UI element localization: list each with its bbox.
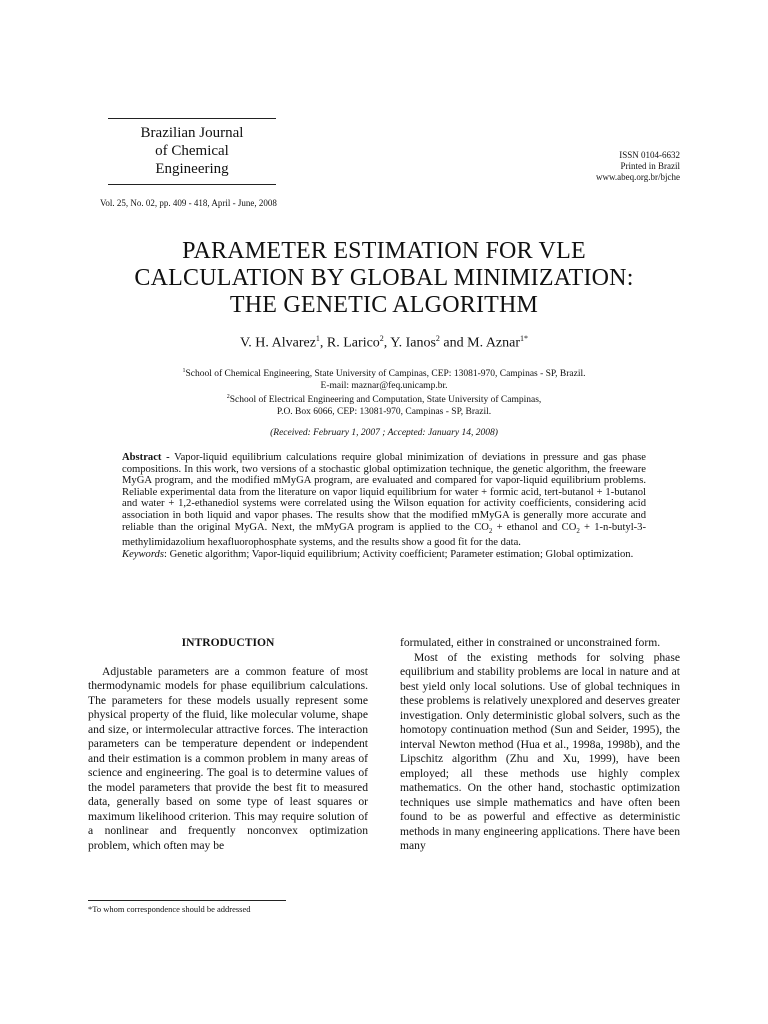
title-line-3: THE GENETIC ALGORITHM xyxy=(229,292,539,318)
issn: ISSN 0104-6632 xyxy=(619,150,680,160)
affiliation-2-line-2: P.O. Box 6066, CEP: 13081-970, Campinas - SP, Brazil. xyxy=(276,406,492,417)
journal-bottom-rule xyxy=(108,184,276,185)
left-column xyxy=(88,636,368,853)
keywords-label: Keywords xyxy=(122,548,164,560)
affiliation-1-text: School of Chemical Engineering, State University of Campinas, CEP: 13081-970, Campinas - SP, Brazil. xyxy=(185,369,586,380)
journal-header xyxy=(108,118,276,185)
printed-in: Printed in Brazil xyxy=(620,161,680,171)
right-column xyxy=(400,636,680,854)
author-sep: , xyxy=(319,335,327,351)
affiliations xyxy=(0,366,768,418)
author-sup: 2 xyxy=(435,334,440,343)
author-list xyxy=(0,334,768,352)
affiliation-2-sup: 2 xyxy=(226,394,230,401)
volume-line: Vol. 25, No. 02, pp. 409 - 418, April - June, 2008 xyxy=(100,198,277,208)
journal-name-line-3: Engineering xyxy=(155,161,229,177)
affiliation-email: E-mail: maznar@feq.unicamp.br. xyxy=(320,380,448,391)
author-sep: , xyxy=(383,335,391,351)
author-sup: 1 xyxy=(315,334,320,343)
keywords-text: : Genetic algorithm; Vapor-liquid equilibrium; Activity coefficient; Parameter estimation; Global optimization. xyxy=(163,548,634,560)
author-sup: 2 xyxy=(379,334,384,343)
section-heading-introduction: INTRODUCTION xyxy=(181,636,275,649)
paper-title xyxy=(80,238,688,319)
affiliation-2-text: School of Electrical Engineering and Computation, State University of Campinas, xyxy=(229,395,542,406)
title-line-1: PARAMETER ESTIMATION FOR VLE xyxy=(182,238,586,264)
abstract-label: Abstract - xyxy=(122,452,170,463)
publisher-info xyxy=(596,150,680,183)
abstract-sub-1: 2 xyxy=(488,526,493,535)
author-name: V. H. Alvarez xyxy=(239,335,316,351)
intro-paragraph-continued: formulated, either in constrained or unconstrained form. xyxy=(400,636,661,649)
footnote: *To whom correspondence should be addressed xyxy=(88,904,251,914)
abstract-text-1: Vapor-liquid equilibrium calculations require global minimization of deviations in pressure and gas phase compositions. In this work, two versions of a stochastic global optimization technique, the genetic algorithm, the freeware MyGA program, and the modified mMyGA program, are evaluated and compared for vapor-liquid equilibrium problems. Reliable experimental data from the literature on vapor liquid equilibrium for water + formic acid, tert-butanol + 1-butanol and water + 1,2-ethanediol systems were correlated using the Wilson equation for activity coefficients, considering acid association in both liquid and vapor phases. The results show that the modified mMyGA is generally more accurate and reliable than the original MyGA. Next, the mMyGA program is applied to the CO xyxy=(122,452,646,533)
abstract xyxy=(122,452,646,560)
affiliation-1-line-1 xyxy=(0,366,768,381)
author-name: M. Aznar xyxy=(467,335,521,351)
affiliation-1-sup: 1 xyxy=(182,368,186,374)
intro-paragraph-1: Adjustable parameters are a common feature of most thermodynamic models for phase equilibrium calculations. The parameters for these models usually represent some physical property of the fluid, like molecular volume, shape and size, or intermolecular attractive forces. The interaction parameters can be temperature dependent or independent and their estimation is a common problem in many areas of science and engineering. The goal is to determine values of the model parameters that provide the best fit to measured data, generally based on some type of least squares or maximum likelihood criterion. This may require solution of a nonlinear and frequently nonconvex optimization problem, which often may be xyxy=(88,664,368,852)
affiliation-2-line-1 xyxy=(0,392,768,407)
journal-url: www.abeq.org.br/bjche xyxy=(596,172,680,182)
abstract-text-2: + ethanol and CO xyxy=(492,521,577,533)
journal-name-line-1: Brazilian Journal xyxy=(140,125,244,141)
author-sep: and xyxy=(439,335,468,351)
journal-name xyxy=(108,119,276,184)
title-line-2: CALCULATION BY GLOBAL MINIMIZATION: xyxy=(134,265,634,291)
journal-name-line-2: of Chemical xyxy=(155,143,229,159)
received-dates: (Received: February 1, 2007 ; Accepted: January 14, 2008) xyxy=(270,428,498,438)
author-name: R. Larico xyxy=(326,335,380,351)
keywords-line xyxy=(122,549,646,561)
abstract-sub-2: 2 xyxy=(576,526,580,535)
author-sup: 1* xyxy=(520,334,529,343)
abstract-text-3: + 1-n-butyl-3-methylimidazolium hexafluorophosphate systems, and the results show a good fit for the data. xyxy=(122,521,646,549)
intro-paragraph-2: Most of the existing methods for solving phase equilibrium and stability problems are local in nature and at best yield only local solutions. Use of global techniques in these problems is relatively unexplored and deserves greater investigation. Only deterministic global solvers, such as the homotopy continuation method (Sun and Seider, 1995), the interval Newton method (Hua et al., 1998a, 1998b), and the Lipschitz algorithm (Zhu and Xu, 1999), have been employed; all these methods use highly complex mathematics. On the other hand, stochastic optimization techniques use simple mathematics and have often been found to be as powerful and effective as deterministic methods in many engineering applications. There have been many xyxy=(400,650,680,852)
author-name: Y. Ianos xyxy=(390,335,436,351)
footnote-rule xyxy=(88,900,286,901)
